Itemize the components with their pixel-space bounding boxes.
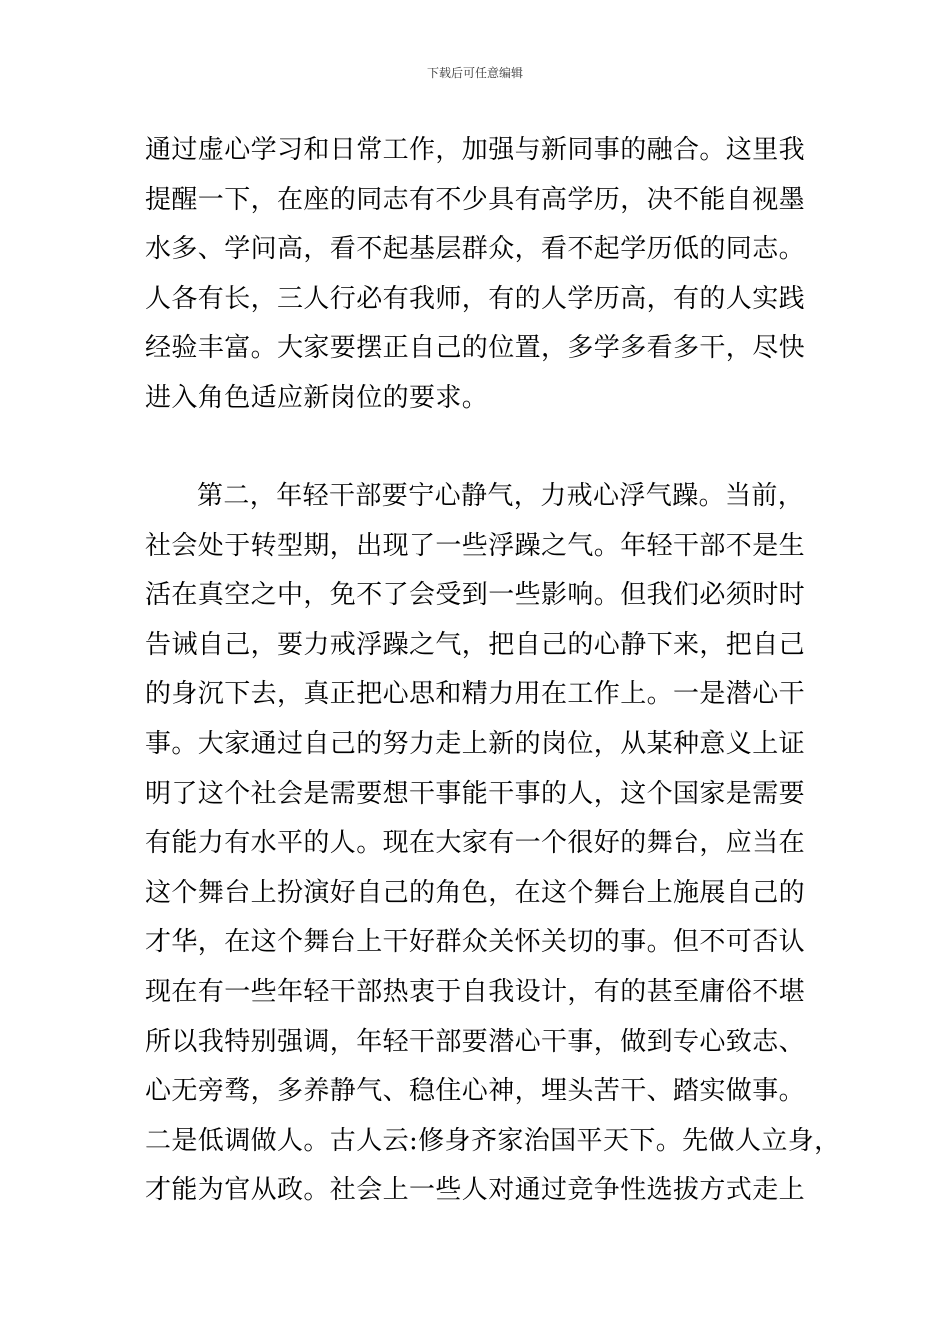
text-line: 社会处于转型期，出现了一些浮躁之气。年轻干部不是生 bbox=[145, 530, 806, 561]
text-line: 人各有长，三人行必有我师，有的人学历高，有的人实践 bbox=[145, 283, 806, 314]
text-line: 有能力有水平的人。现在大家有一个很好的舞台，应当在 bbox=[145, 828, 806, 859]
text-line: 告诫自己，要力戒浮躁之气，把自己的心静下来，把自己 bbox=[145, 629, 806, 660]
text-line: 明了这个社会是需要想干事能干事的人，这个国家是需要 bbox=[145, 778, 806, 809]
paragraph-1 bbox=[145, 126, 825, 424]
text-line: 活在真空之中，免不了会受到一些影响。但我们必须时时 bbox=[145, 580, 806, 611]
text-line: 提醒一下，在座的同志有不少具有高学历，决不能自视墨 bbox=[145, 184, 806, 215]
text-line: 才能为官从政。社会上一些人对通过竞争性选拔方式走上 bbox=[145, 1175, 806, 1206]
text-line: 所以我特别强调，年轻干部要潜心干事，做到专心致志、 bbox=[145, 1026, 806, 1057]
text-line: 才华，在这个舞台上干好群众关怀关切的事。但不可否认 bbox=[145, 927, 806, 958]
page-header: 下载后可任意编辑 bbox=[426, 66, 523, 80]
text-line: 二是低调做人。古人云:修身齐家治国平天下。先做人立身， bbox=[145, 1125, 841, 1156]
text-line: 心无旁骛，多养静气、稳住心神，埋头苦干、踏实做事。 bbox=[145, 1076, 806, 1107]
paragraph-2 bbox=[145, 472, 841, 1216]
text-line: 水多、学问高，看不起基层群众，看不起学历低的同志。 bbox=[145, 234, 806, 265]
text-line: 这个舞台上扮演好自己的角色，在这个舞台上施展自己的 bbox=[145, 877, 806, 908]
text-line: 第二，年轻干部要宁心静气，力戒心浮气躁。当前， bbox=[197, 481, 805, 511]
text-line: 现在有一些年轻干部热衷于自我设计，有的甚至庸俗不堪 bbox=[145, 976, 806, 1007]
text-line: 进入角色适应新岗位的要求。 bbox=[145, 382, 489, 413]
text-line: 的身沉下去，真正把心思和精力用在工作上。一是潜心干 bbox=[145, 679, 806, 710]
text-line: 通过虚心学习和日常工作，加强与新同事的融合。这里我 bbox=[145, 135, 806, 165]
text-line: 经验丰富。大家要摆正自己的位置，多学多看多干，尽快 bbox=[145, 333, 806, 364]
text-line: 事。大家通过自己的努力走上新的岗位，从某种意义上证 bbox=[145, 728, 806, 759]
